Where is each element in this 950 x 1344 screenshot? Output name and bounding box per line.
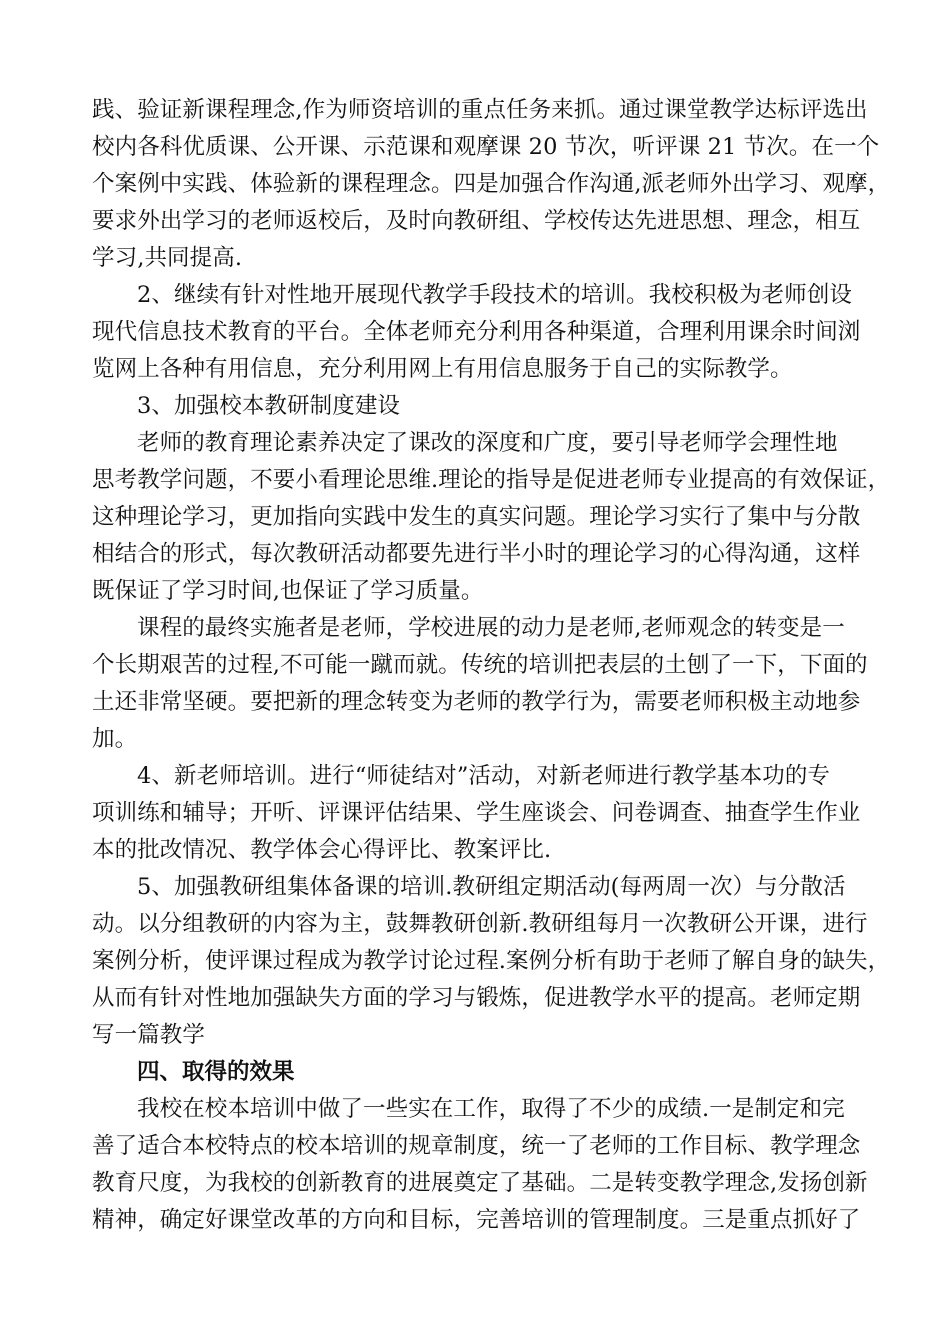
text-line: 这种理论学习，更加指向实践中发生的真实问题。理论学习实行了集中与分散 xyxy=(92,504,861,530)
paragraph-3 xyxy=(92,388,864,425)
paragraph-7 xyxy=(92,869,891,1054)
text-line: 从而有针对性地加强缺失方面的学习与锻炼，促进教学水平的提高。老师定期 xyxy=(92,985,861,1011)
text-line: 校内各科优质课、公开课、示范课和观摩课 20 节次，听评课 21 节次。在一个 xyxy=(92,134,880,160)
document-page xyxy=(92,92,891,1239)
text-line: 既保证了学习时间,也保证了学习质量。 xyxy=(92,578,484,604)
text-line: 个案例中实践、体验新的课程理念。四是加强合作沟通,派老师外出学习、观摩， xyxy=(92,171,891,197)
text-line: 学习,共同提高. xyxy=(92,245,243,271)
paragraph-2 xyxy=(92,277,864,388)
text-line: 案例分析，使评课过程成为教学讨论过程.案例分析有助于老师了解自身的缺失， xyxy=(92,948,891,974)
text-line: 加。 xyxy=(92,726,138,752)
text-line: 相结合的形式，每次教研活动都要先进行半小时的理论学习的心得沟通，这样 xyxy=(92,541,861,567)
text-line: 本的批改情况、教学体会心得评比、教案评比. xyxy=(92,837,552,863)
text-line: 动。以分组教研的内容为主，鼓舞教研创新.教研组每月一次教研公开课，进行 xyxy=(92,911,868,937)
text-line: 4、新老师培训。进行“师徒结对”活动，对新老师进行教学基本功的专 xyxy=(137,763,831,789)
text-line: 写一篇教学 xyxy=(92,1022,206,1048)
text-line: 土还非常坚硬。要把新的理念转变为老师的教学行为，需要老师积极主动地参 xyxy=(92,689,861,715)
text-line: 教育尺度，为我校的创新教育的进展奠定了基础。二是转变教学理念,发扬创新 xyxy=(92,1170,868,1196)
text-line: 老师的教育理论素养决定了课改的深度和广度，要引导老师学会理性地 xyxy=(137,430,838,456)
paragraph-4 xyxy=(92,425,891,610)
paragraph-1 xyxy=(92,92,891,277)
text-line: 要求外出学习的老师返校后，及时向教研组、学校传达先进思想、理念，相互 xyxy=(92,208,861,234)
text-line: 3、加强校本教研制度建设 xyxy=(137,393,401,419)
text-line: 精神，确定好课堂改革的方向和目标，完善培训的管理制度。三是重点抓好了 xyxy=(92,1207,861,1233)
text-line: 思考教学问题，不要小看理论思维.理论的指导是促进老师专业提高的有效保证， xyxy=(92,467,891,493)
paragraph-8 xyxy=(92,1091,868,1239)
paragraph-5 xyxy=(92,610,868,758)
text-line: 览网上各种有用信息，充分利用网上有用信息服务于自己的实际教学。 xyxy=(92,356,793,382)
text-line: 践、验证新课程理念,作为师资培训的重点任务来抓。通过课堂教学达标评选出 xyxy=(92,97,868,123)
text-line: 现代信息技术教育的平台。全体老师充分利用各种渠道，合理利用课余时间浏 xyxy=(92,319,861,345)
text-line: 我校在校本培训中做了一些实在工作，取得了不少的成绩.一是制定和完 xyxy=(137,1096,845,1122)
text-line: 个长期艰苦的过程,不可能一蹴而就。传统的培训把表层的土刨了一下，下面的 xyxy=(92,652,868,678)
section-heading: 四、取得的效果 xyxy=(137,1059,295,1085)
text-line: 善了适合本校特点的校本培训的规章制度，统一了老师的工作目标、教学理念 xyxy=(92,1133,861,1159)
text-line: 项训练和辅导；开听、评课评估结果、学生座谈会、问卷调查、抽查学生作业 xyxy=(92,800,861,826)
text-line: 2、继续有针对性地开展现代教学手段技术的培训。我校积极为老师创设 xyxy=(137,282,853,308)
paragraph-6 xyxy=(92,758,864,869)
text-line: 课程的最终实施者是老师，学校进展的动力是老师,老师观念的转变是一 xyxy=(137,615,845,641)
text-line: 5、加强教研组集体备课的培训.教研组定期活动(每两周一次）与分散活 xyxy=(137,874,846,900)
